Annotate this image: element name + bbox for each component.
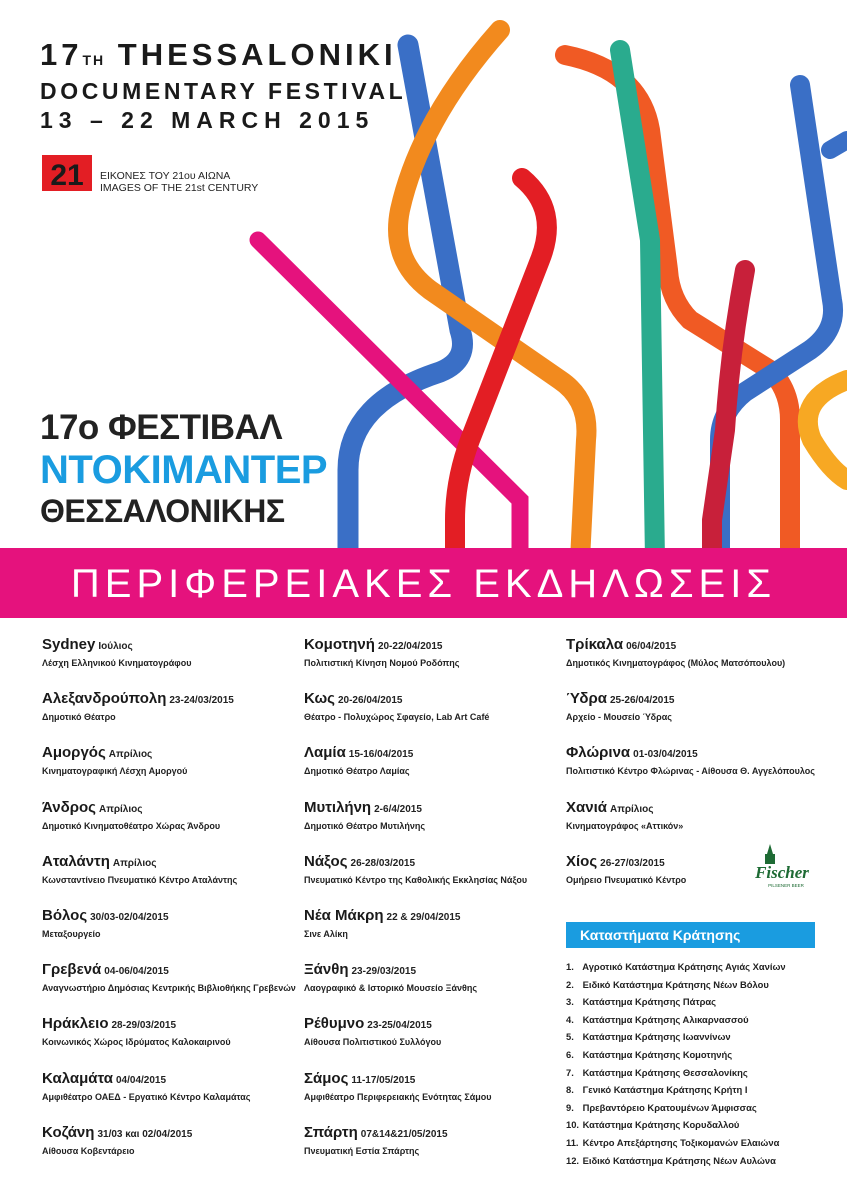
- detention-centers-list: [566, 958, 836, 1169]
- logo-badge-text: 21: [50, 159, 84, 191]
- event-venue: Πολιτιστική Κίνηση Νομού Ροδόπης: [304, 658, 460, 668]
- fischer-name: Fischer: [755, 863, 809, 882]
- event-venue: Κινηματογράφος «Αττικόν»: [566, 820, 684, 831]
- greek-festival-title: [40, 408, 327, 530]
- event-venue: Δημοτικός Κινηματογράφος (Μύλος Ματσόπουλου): [566, 658, 786, 668]
- event-venue: Κωνσταντίνειο Πνευματικό Κέντρο Αταλάντης: [42, 874, 238, 885]
- list-item: 12. Ειδικό Κατάστημα Κράτησης Νέων Αυλώνα: [566, 1154, 776, 1166]
- event-date: 23-25/04/2015: [367, 1020, 432, 1032]
- list-item: 2. Ειδικό Κατάστημα Κράτησης Νέων Βόλου: [566, 978, 769, 990]
- event-item: [304, 1124, 564, 1178]
- images-21st-century-logo: [42, 155, 92, 191]
- event-city: Κοζάνη: [42, 1123, 95, 1141]
- event-city: Κομοτηνή: [304, 636, 375, 653]
- list-item: 7. Κατάστημα Κράτησης Θεσσαλονίκης: [566, 1066, 748, 1078]
- event-city: Αταλάντη: [42, 852, 110, 870]
- event-city: Καλαμάτα: [42, 1069, 113, 1087]
- event-venue: Αναγνωστήριο Δημόσιας Κεντρικής Βιβλιοθήκης Γρεβενών: [42, 983, 296, 994]
- event-date: 23-29/03/2015: [351, 966, 417, 978]
- list-item: 1. Αγροτικό Κατάστημα Κράτησης Αγιάς Χανίων: [566, 961, 786, 972]
- event-venue: Αμφιθέατρο Περιφερειακής Ενότητας Σάμου: [304, 1091, 492, 1102]
- event-date: 01-03/04/2015: [633, 749, 698, 761]
- event-date: 11-17/05/2015: [351, 1074, 416, 1086]
- event-date: 06/04/2015: [626, 641, 677, 652]
- title-line-1: 17ο ΦΕΣΤΙΒΑΛ: [40, 408, 283, 447]
- event-city: Χίος: [566, 852, 598, 870]
- event-venue: Δημοτικό Κινηματοθέατρο Χώρας Άνδρου: [42, 820, 221, 831]
- event-item: [42, 690, 302, 744]
- event-city: Σπάρτη: [304, 1123, 358, 1141]
- event-venue: Λέσχη Ελληνικού Κινηματογράφου: [42, 658, 192, 668]
- festival-subtitle: DOCUMENTARY FESTIVAL: [40, 78, 407, 104]
- event-date: 25-26/04/2015: [609, 695, 675, 707]
- event-item: [304, 799, 564, 853]
- event-venue: Δημοτικό Θέατρο: [42, 712, 116, 723]
- section-logo-english: IMAGES OF THE 21st CENTURY: [100, 182, 259, 194]
- list-item: 4. Κατάστημα Κράτησης Αλικαρνασσού: [566, 1013, 749, 1025]
- list-item: 3. Κατάστημα Κράτησης Πάτρας: [566, 996, 717, 1008]
- event-date: 26-27/03/2015: [600, 857, 665, 869]
- event-item: [566, 744, 826, 798]
- list-item: 11. Κέντρο Απεξάρτησης Τοξικομανών Ελαιώνα: [566, 1136, 780, 1148]
- event-item: [304, 853, 564, 907]
- event-venue: Λαογραφικό & Ιστορικό Μουσείο Ξάνθης: [304, 983, 478, 994]
- orange-red-line: [565, 55, 790, 560]
- events-column-1: [42, 636, 302, 1178]
- event-city: Αλεξανδρούπολη: [42, 690, 167, 708]
- event-venue: Κινηματογραφική Λέσχη Αμοργού: [42, 766, 188, 777]
- event-item: [304, 690, 564, 744]
- event-city: Τρίκαλα: [566, 636, 624, 653]
- list-item: 8. Γενικό Κατάστημα Κράτησης Κρήτη Ι: [566, 1084, 748, 1096]
- event-item: [304, 961, 564, 1015]
- shops-heading-text: Καταστήματα Κράτησης: [580, 927, 741, 943]
- event-date: 20-26/04/2015: [337, 695, 403, 707]
- section-logo-text: [100, 170, 258, 194]
- event-date: Απρίλιος: [108, 749, 153, 761]
- event-city: Sydney: [42, 636, 96, 653]
- event-city: Ηράκλειο: [42, 1015, 109, 1033]
- event-city: Ξάνθη: [304, 961, 349, 979]
- events-column-2: [304, 636, 564, 1178]
- event-item: [42, 853, 302, 907]
- event-item: [304, 1015, 564, 1069]
- detention-centers-heading: [566, 922, 815, 948]
- event-city: Γρεβενά: [42, 961, 102, 979]
- event-city: Νάξος: [304, 852, 348, 870]
- event-city: Βόλος: [42, 906, 88, 924]
- event-date: Ιούλιος: [98, 641, 133, 652]
- event-item: [566, 636, 826, 690]
- list-item: 6. Κατάστημα Κράτησης Κομοτηνής: [566, 1048, 733, 1060]
- event-item: [42, 1070, 302, 1124]
- event-date: Απρίλιος: [98, 803, 143, 815]
- event-date: Απρίλιος: [112, 857, 157, 869]
- event-venue: Αρχείο - Μουσείο Ύδρας: [566, 712, 672, 723]
- event-date: 26-28/03/2015: [350, 857, 416, 869]
- event-date: 30/03-02/04/2015: [90, 911, 169, 923]
- event-city: Κως: [304, 690, 335, 708]
- event-city: Μυτιλήνη: [304, 798, 372, 816]
- event-venue: Δημοτικό Θέατρο Μυτιλήνης: [304, 820, 426, 831]
- event-date: 20-22/04/2015: [377, 641, 443, 652]
- event-item: [304, 636, 564, 690]
- banner-text: ΠΕΡΙΦΕΡΕΙΑΚΕΣ ΕΚΔΗΛΩΣΕΙΣ: [70, 562, 777, 606]
- event-venue: Πολιτιστικό Κέντρο Φλώρινας - Αίθουσα Θ. Αγγελόπουλος: [566, 766, 815, 777]
- event-date: Απρίλιος: [609, 803, 654, 815]
- event-city: Ρέθυμνο: [304, 1015, 365, 1033]
- event-item: [42, 1124, 302, 1178]
- event-venue: Αμφιθέατρο ΟΑΕΔ - Εργατικό Κέντρο Καλαμάτας: [42, 1091, 251, 1102]
- event-date: 31/03 και 02/04/2015: [97, 1128, 193, 1140]
- list-item: 10. Κατάστημα Κράτησης Κορυδαλλού: [566, 1119, 740, 1131]
- title-line-2: ΝΤΟΚΙΜΑΝΤΕΡ: [40, 448, 328, 492]
- event-city: Λαμία: [304, 744, 346, 762]
- event-date: 04-06/04/2015: [104, 966, 169, 978]
- event-item: [42, 907, 302, 961]
- title-line-3: ΘΕΣΣΑΛΟΝΙΚΗΣ: [40, 493, 285, 529]
- event-venue: Πνευματικό Κέντρο της Καθολικής Εκκλησίας Νάξου: [304, 874, 528, 885]
- event-venue: Μεταξουργείο: [42, 928, 101, 939]
- section-logo-greek: ΕΙΚΟΝΕΣ ΤΟΥ 21ου ΑΙΩΝΑ: [100, 170, 231, 182]
- event-date: 28-29/03/2015: [111, 1020, 177, 1032]
- event-venue: Θέατρο - Πολυχώρος Σφαγείο, Lab Art Café: [304, 712, 490, 723]
- event-venue: Αίθουσα Πολιτιστικού Συλλόγου: [304, 1037, 442, 1048]
- event-venue: Αίθουσα Κοβεντάρειο: [42, 1145, 135, 1156]
- blue-corner-line: [830, 140, 847, 150]
- event-date: 04/04/2015: [116, 1074, 167, 1086]
- event-item: [304, 1070, 564, 1124]
- event-item: [566, 690, 826, 744]
- event-item: [42, 961, 302, 1015]
- regional-events-banner: [0, 548, 847, 618]
- event-venue: Ομήρειο Πνευματικό Κέντρο: [566, 874, 687, 885]
- festival-number-suffix: TH: [82, 52, 106, 68]
- event-city: Ύδρα: [566, 690, 607, 708]
- event-city: Αμοργός: [42, 744, 106, 762]
- fischer-tagline: PILSENER BEER: [768, 883, 804, 888]
- festival-header: [40, 38, 406, 135]
- event-venue: Δημοτικό Θέατρο Λαμίας: [304, 766, 410, 777]
- event-date: 2-6/4/2015: [374, 803, 422, 815]
- event-date: 15-16/04/2015: [348, 749, 414, 761]
- event-item: [304, 744, 564, 798]
- event-city: Σάμος: [304, 1069, 349, 1087]
- event-item: [42, 1015, 302, 1069]
- event-date: 23-24/03/2015: [169, 695, 234, 707]
- event-venue: Σινε Αλίκη: [304, 928, 348, 939]
- event-date: 22 & 29/04/2015: [386, 911, 461, 923]
- festival-dates: 13 – 22 MARCH 2015: [40, 107, 375, 133]
- list-item: 5. Κατάστημα Κράτησης Ιωαννίνων: [566, 1031, 731, 1043]
- festival-name: THESSALONIKI: [117, 37, 397, 72]
- church-tower-icon: [765, 844, 775, 864]
- event-city: Άνδρος: [42, 798, 96, 816]
- event-item: [42, 744, 302, 798]
- event-city: Νέα Μάκρη: [304, 906, 384, 924]
- event-venue: Πνευματική Εστία Σπάρτης: [304, 1145, 420, 1156]
- event-item: [42, 636, 302, 690]
- event-venue: Κοινωνικός Χώρος Ιδρύματος Καλοκαιρινού: [42, 1037, 231, 1048]
- event-item: [304, 907, 564, 961]
- event-date: 07&14&21/05/2015: [360, 1128, 448, 1140]
- fischer-beer-logo: [748, 842, 816, 892]
- list-item: 9. Πρεβαντόρειο Κρατουμένων Άμφισσας: [566, 1101, 757, 1113]
- gold-line: [808, 380, 847, 480]
- event-city: Φλώρινα: [566, 744, 631, 762]
- event-item: [42, 799, 302, 853]
- event-city: Χανιά: [566, 798, 607, 816]
- festival-number: 17: [40, 37, 83, 72]
